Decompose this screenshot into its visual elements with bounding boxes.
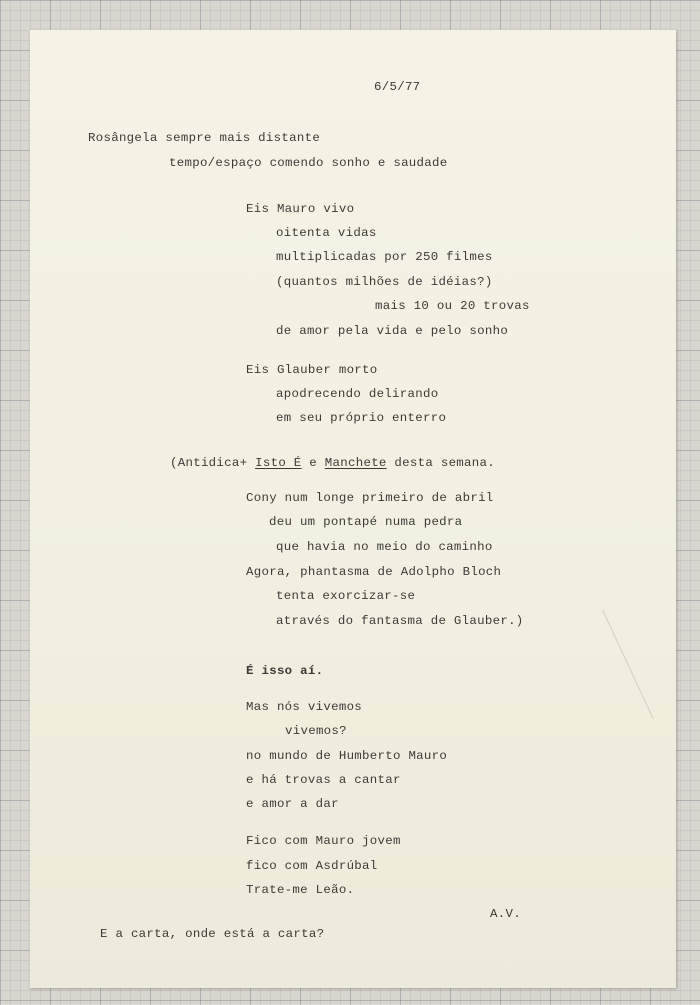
text-line: Trate-me Leão. [246,883,355,897]
text-line: Eis Glauber morto [246,363,378,377]
text-line: (quantos milhões de idéias?) [276,275,493,289]
text-line: no mundo de Humberto Mauro [246,749,448,763]
text-line: multiplicadas por 250 filmes [276,250,493,264]
underlined-title: Isto É [255,456,302,470]
text-line: E a carta, onde está a carta? [100,927,325,941]
date-line: 6/5/77 [374,80,421,94]
text-line: apodrecendo delirando [276,387,439,401]
text-line: tenta exorcizar-se [276,589,416,603]
text-line: e amor a dar [246,797,339,811]
text-line: deu um pontapé numa pedra [269,515,463,529]
text-line: É isso aí. [246,664,324,678]
text-line [170,456,495,470]
text-line: Agora, phantasma de Adolpho Bloch [246,565,502,579]
text-line: tempo/espaço comendo sonho e saudade [169,156,448,170]
paper-crease [602,580,700,719]
text-line: Cony num longe primeiro de abril [246,491,494,505]
text-line: fico com Asdrúbal [246,859,378,873]
text-line: Eis Mauro vivo [246,202,355,216]
text-line: Mas nós vivemos [246,700,363,714]
text-line: através do fantasma de Glauber.) [276,614,524,628]
underlined-title: Manchete [324,456,387,470]
typed-page [30,30,676,988]
text-line: mais 10 ou 20 trovas [375,299,530,313]
text-line: Fico com Mauro jovem [246,834,401,848]
text-fragment: desta semana. [394,456,495,470]
text-line: de amor pela vida e pelo sonho [276,324,509,338]
signature-initials: A.V. [490,907,521,921]
text-line: que havia no meio do caminho [276,540,493,554]
text-line: Rosângela sempre mais distante [88,131,321,145]
text-fragment: e [309,456,318,470]
text-line: e há trovas a cantar [246,773,401,787]
text-fragment: (Antidica+ [170,456,248,470]
text-line: vivemos? [285,724,347,738]
text-line: oitenta vidas [276,226,377,240]
text-line: em seu próprio enterro [276,411,447,425]
